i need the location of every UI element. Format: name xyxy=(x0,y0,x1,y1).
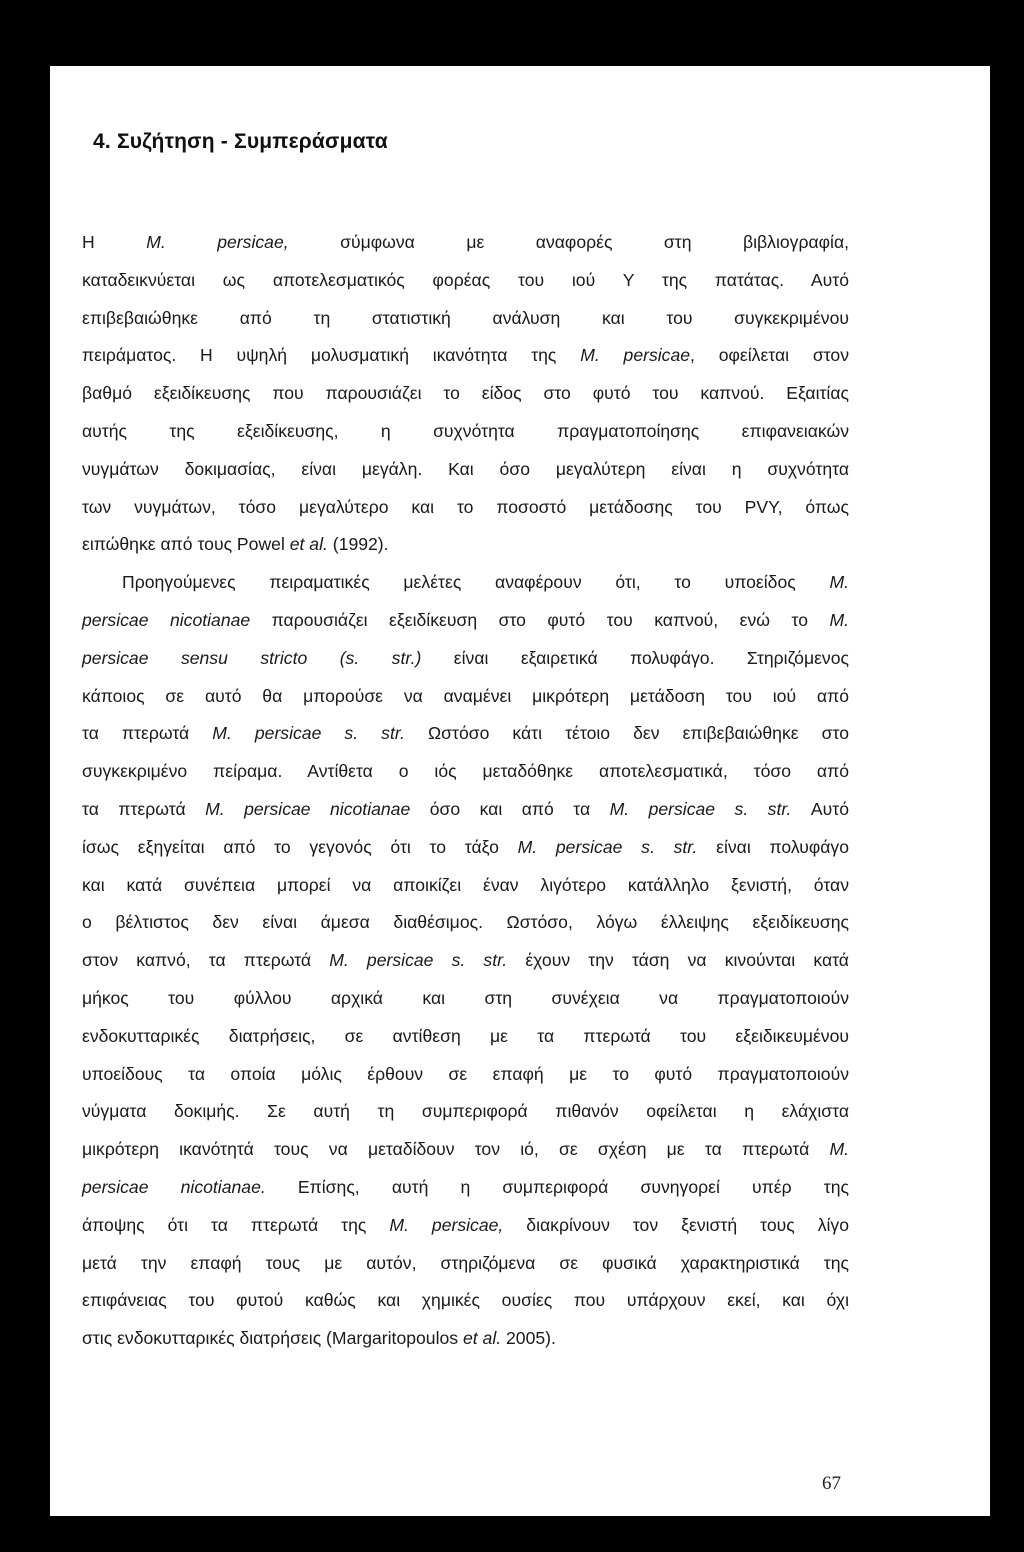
text-line xyxy=(82,910,849,934)
text-segment: συγκεκριμένο πείραμα. Αντίθετα ο ιός μεταδόθηκε αποτελεσματικά, τόσο από xyxy=(82,761,849,782)
text-segment: και κατά συνέπεια μπορεί να αποικίζει έναν λιγότερο κατάλληλο ξενιστή, όταν xyxy=(82,874,849,895)
italic-text: et al. xyxy=(289,534,328,555)
text-line xyxy=(82,457,849,481)
text-segment: σύμφωνα με αναφορές στη βιβλιογραφία, xyxy=(288,232,850,252)
text-segment: τα πτερωτά xyxy=(82,799,206,819)
text-segment: ειπώθηκε από τους Powel xyxy=(82,534,290,555)
text-segment: είναι εξαιρετικά πολυφάγο. Στηριζόμενος xyxy=(421,647,849,668)
text-segment: υποείδους τα οποία μόλις έρθουν σε επαφή με το φυτό πραγματοποιούν xyxy=(82,1063,849,1084)
text-line xyxy=(82,495,849,519)
text-line xyxy=(82,381,849,405)
text-line xyxy=(82,1099,849,1123)
text-segment: μετά την επαφή τους με αυτόν, στηριζόμενα σε φυσικά χαρακτηριστικά της xyxy=(82,1252,849,1273)
text-line xyxy=(82,1024,849,1048)
text-line xyxy=(82,1213,849,1237)
text-segment: άποψης ότι τα πτερωτά της xyxy=(82,1214,390,1235)
text-line xyxy=(82,1137,849,1161)
text-segment: Προηγούμενες πειραματικές μελέτες αναφέρουν ότι, το υποείδος xyxy=(122,572,830,593)
text-segment: επιφάνειας του φυτού καθώς και χημικές ουσίες που υπάρχουν εκεί, και όχι xyxy=(82,1290,849,1311)
text-line xyxy=(82,721,849,745)
text-segment: (1992). xyxy=(327,534,389,555)
text-line xyxy=(82,1251,849,1275)
text-segment: μήκος του φύλλου αρχικά και στη συνέχεια να πραγματοποιούν xyxy=(82,988,849,1008)
italic-text: M. persicae s. str. xyxy=(517,836,698,857)
text-line xyxy=(82,532,849,556)
text-segment: επιβεβαιώθηκε από τη στατιστική ανάλυση και του συγκεκριμένου xyxy=(82,307,849,328)
text-line xyxy=(82,1326,849,1350)
italic-text: persicae sensu stricto (s. str.) xyxy=(82,647,422,668)
italic-text: M. persicae s. str. xyxy=(212,723,405,744)
text-line xyxy=(82,646,849,670)
text-line xyxy=(82,608,849,632)
text-segment: , οφείλεται στον xyxy=(690,345,850,366)
text-segment: καταδεικνύεται ως αποτελεσματικός φορέας του ιού Υ της πατάτας. Αυτό xyxy=(82,269,849,290)
italic-text: M. persicae, xyxy=(389,1214,504,1235)
text-segment: των νυγμάτων, τόσο μεγαλύτερο και το ποσοστό μετάδοσης του PVY, όπως xyxy=(82,496,849,517)
italic-text: M. xyxy=(829,1139,849,1160)
text-segment: 2005). xyxy=(501,1328,556,1349)
text-segment: στον καπνό, τα πτερωτά xyxy=(82,950,330,971)
section-title: 4. Συζήτηση - Συμπεράσματα xyxy=(93,130,388,153)
page-number: 67 xyxy=(822,1473,841,1494)
text-line xyxy=(122,570,849,594)
text-segment: Η xyxy=(82,232,147,252)
italic-text: M. persicae, xyxy=(146,232,289,252)
italic-text: M. persicae s. str. xyxy=(609,799,792,819)
text-segment: μικρότερη ικανότητά τους να μεταδίδουν τον ιό, σε σχέση με τα πτερωτά xyxy=(82,1139,830,1160)
text-segment: παρουσιάζει εξειδίκευση στο φυτό του καπνού, ενώ το xyxy=(250,610,830,630)
text-segment: Ωστόσο κάτι τέτοιο δεν επιβεβαιώθηκε στο xyxy=(404,723,849,744)
text-segment: αυτής της εξειδίκευσης, η συχνότητα πραγματοποίησης επιφανειακών xyxy=(82,421,849,441)
text-line xyxy=(82,268,849,292)
text-line xyxy=(82,1062,849,1086)
text-segment: έχουν την τάση να κινούνται κατά xyxy=(507,950,849,971)
italic-text: et al. xyxy=(462,1328,502,1349)
italic-text: M. xyxy=(829,572,849,593)
italic-text: M. persicae nicotianae xyxy=(205,799,411,819)
text-line xyxy=(82,230,849,254)
text-segment: όσο και από τα xyxy=(410,799,610,819)
text-line xyxy=(82,948,849,972)
text-line xyxy=(82,759,849,783)
italic-text: persicae nicotianae xyxy=(82,610,251,630)
text-segment: διακρίνουν τον ξενιστή τους λίγο xyxy=(503,1214,849,1235)
text-line xyxy=(82,684,849,708)
text-line xyxy=(82,1288,849,1312)
text-line xyxy=(82,835,849,859)
text-segment: ο βέλτιστος δεν είναι άμεσα διαθέσιμος. Ωστόσο, λόγω έλλειψης εξειδίκευσης xyxy=(82,912,849,933)
text-line xyxy=(82,419,849,443)
text-segment: κάποιος σε αυτό θα μπορούσε να αναμένει μικρότερη μετάδοση του ιού από xyxy=(82,685,849,706)
text-line xyxy=(82,986,849,1010)
text-segment: είναι πολυφάγο xyxy=(697,836,849,857)
text-line xyxy=(82,873,849,897)
italic-text: M. xyxy=(829,610,849,630)
text-segment: πειράματος. Η υψηλή μολυσματική ικανότητα της xyxy=(82,345,581,366)
text-segment: νυγμάτων δοκιμασίας, είναι μεγάλη. Και όσο μεγαλύτερη είναι η συχνότητα xyxy=(82,458,849,479)
text-segment: νύγματα δοκιμής. Σε αυτή τη συμπεριφορά πιθανόν οφείλεται η ελάχιστα xyxy=(82,1101,849,1122)
text-segment: τα πτερωτά xyxy=(82,723,213,744)
text-segment: στις ενδοκυτταρικές διατρήσεις (Margaritopoulos xyxy=(82,1328,463,1349)
text-line xyxy=(82,1175,849,1199)
text-line xyxy=(82,797,849,821)
italic-text: M. persicae s. str. xyxy=(329,950,508,971)
text-segment: Επίσης, αυτή η συμπεριφορά συνηγορεί υπέρ της xyxy=(265,1177,849,1197)
text-line xyxy=(82,306,849,330)
text-line xyxy=(82,343,849,367)
text-segment: βαθμό εξειδίκευσης που παρουσιάζει το είδος στο φυτό του καπνού. Εξαιτίας xyxy=(82,383,849,404)
italic-text: persicae nicotianae. xyxy=(82,1177,266,1197)
text-segment: Αυτό xyxy=(791,799,849,819)
italic-text: M. persicae xyxy=(580,345,691,366)
text-segment: ενδοκυτταρικές διατρήσεις, σε αντίθεση με τα πτερωτά του εξειδικευμένου xyxy=(82,1025,849,1046)
text-segment: ίσως εξηγείται από το γεγονός ότι το τάξο xyxy=(82,836,518,857)
